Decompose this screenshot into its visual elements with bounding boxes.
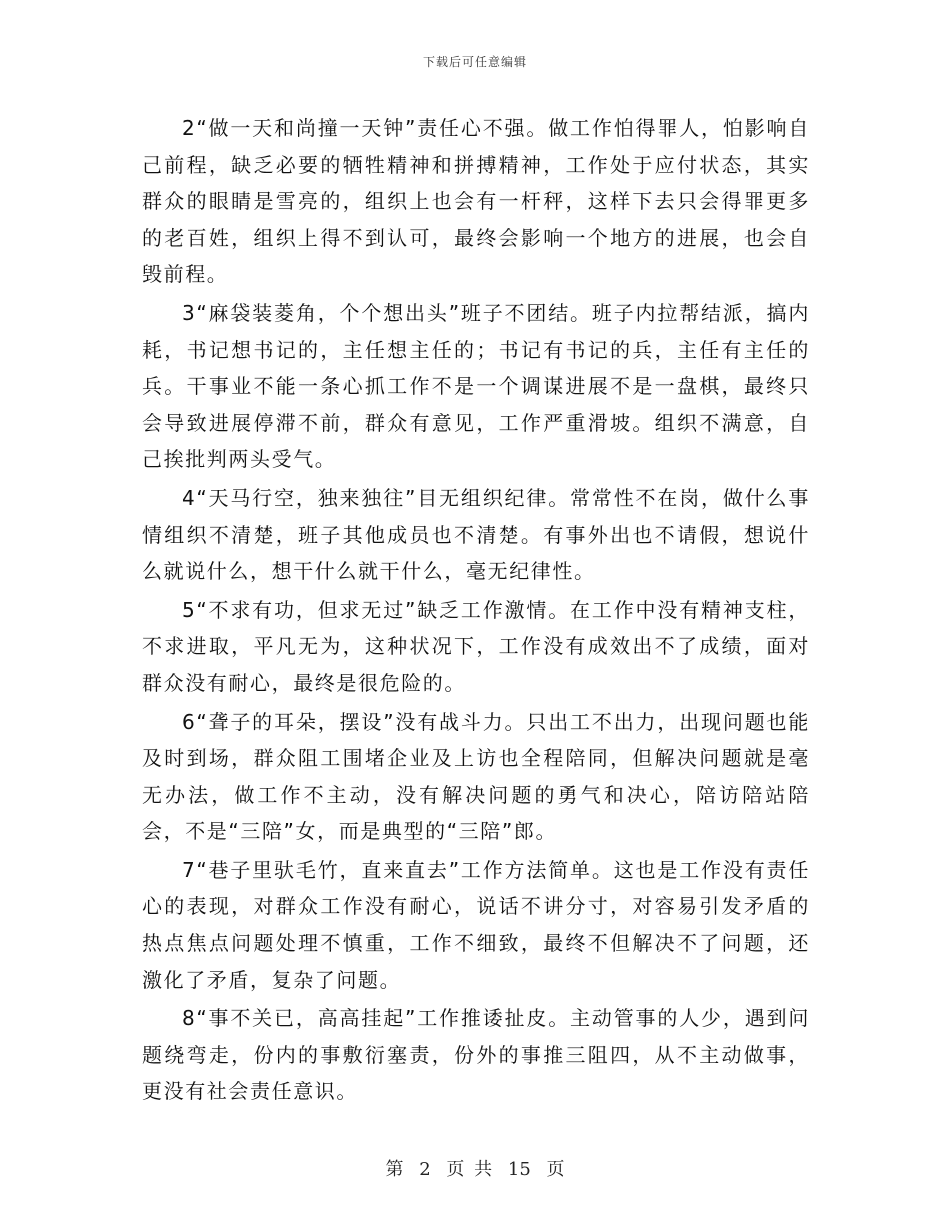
paragraph-6: 6“聋子的耳朵，摆设”没有战斗力。只出工不出力，出现问题也能及时到场，群众阻工围堵企业及上访也全程陪同，但解决问题就是毫无办法，做工作不主动，没有解决问题的勇气和决心，陪访陪站陪会，不是“三陪”女，而是典型的“三陪”郎。 [142,709,810,844]
footer-suffix: 页 [546,1159,565,1180]
paragraph-3: 3“麻袋装菱角，个个想出头”班子不团结。班子内拉帮结派，搞内耗，书记想书记的，主任想主任的；书记有书记的兵，主任有主任的兵。干事业不能一条心抓工作不是一个调谋进展不是一盘棋，最终只会导致进展停滞不前，群众有意见，工作严重滑坡。组织不满意，自己挨批判两头受气。 [142,300,810,472]
paragraph-2: 2“做一天和尚撞一天钟”责任心不强。做工作怕得罪人，怕影响自己前程，缺乏必要的牺牲精神和拼搏精神，工作处于应付状态，其实群众的眼睛是雪亮的，组织上也会有一杆秤，这样下去只会得罪更多的老百姓，组织上得不到认可，最终会影响一个地方的进展，也会自毁前程。 [142,116,810,287]
footer-total-pages: 15 [507,1159,531,1180]
page-header: 下载后可任意编辑 [422,55,527,69]
paragraph-5: 5“不求有功，但求无过”缺乏工作激情。在工作中没有精神支柱，不求进取，平凡无为，这种状况下，工作没有成效出不了成绩，面对群众没有耐心，最终是很危险的。 [142,597,810,695]
footer-prefix: 第 [385,1159,404,1180]
footer-page-number: 2 [419,1159,431,1180]
footer-middle: 页 共 [446,1159,493,1180]
paragraph-8: 8“事不关已，高高挂起”工作推诿扯皮。主动管事的人少，遇到问题绕弯走，份内的事敷衍塞责，份外的事推三阻四，从不主动做事，更没有社会责任意识。 [142,1006,810,1104]
paragraph-4: 4“天马行空，独来独往”目无组织纪律。常常性不在岗，做什么事情组织不清楚，班子其他成员也不清楚。有事外出也不请假，想说什么就说什么，想干什么就干什么，毫无纪律性。 [142,485,810,584]
page-footer [0,1155,950,1181]
paragraph-7: 7“巷子里驮毛竹，直来直去”工作方法简单。这也是工作没有责任心的表现，对群众工作没有耐心，说话不讲分寸，对容易引发矛盾的热点焦点问题处理不慎重，工作不细致，最终不但解决不了问题，还激化了矛盾，复杂了问题。 [142,857,810,992]
document-body [142,110,810,1112]
